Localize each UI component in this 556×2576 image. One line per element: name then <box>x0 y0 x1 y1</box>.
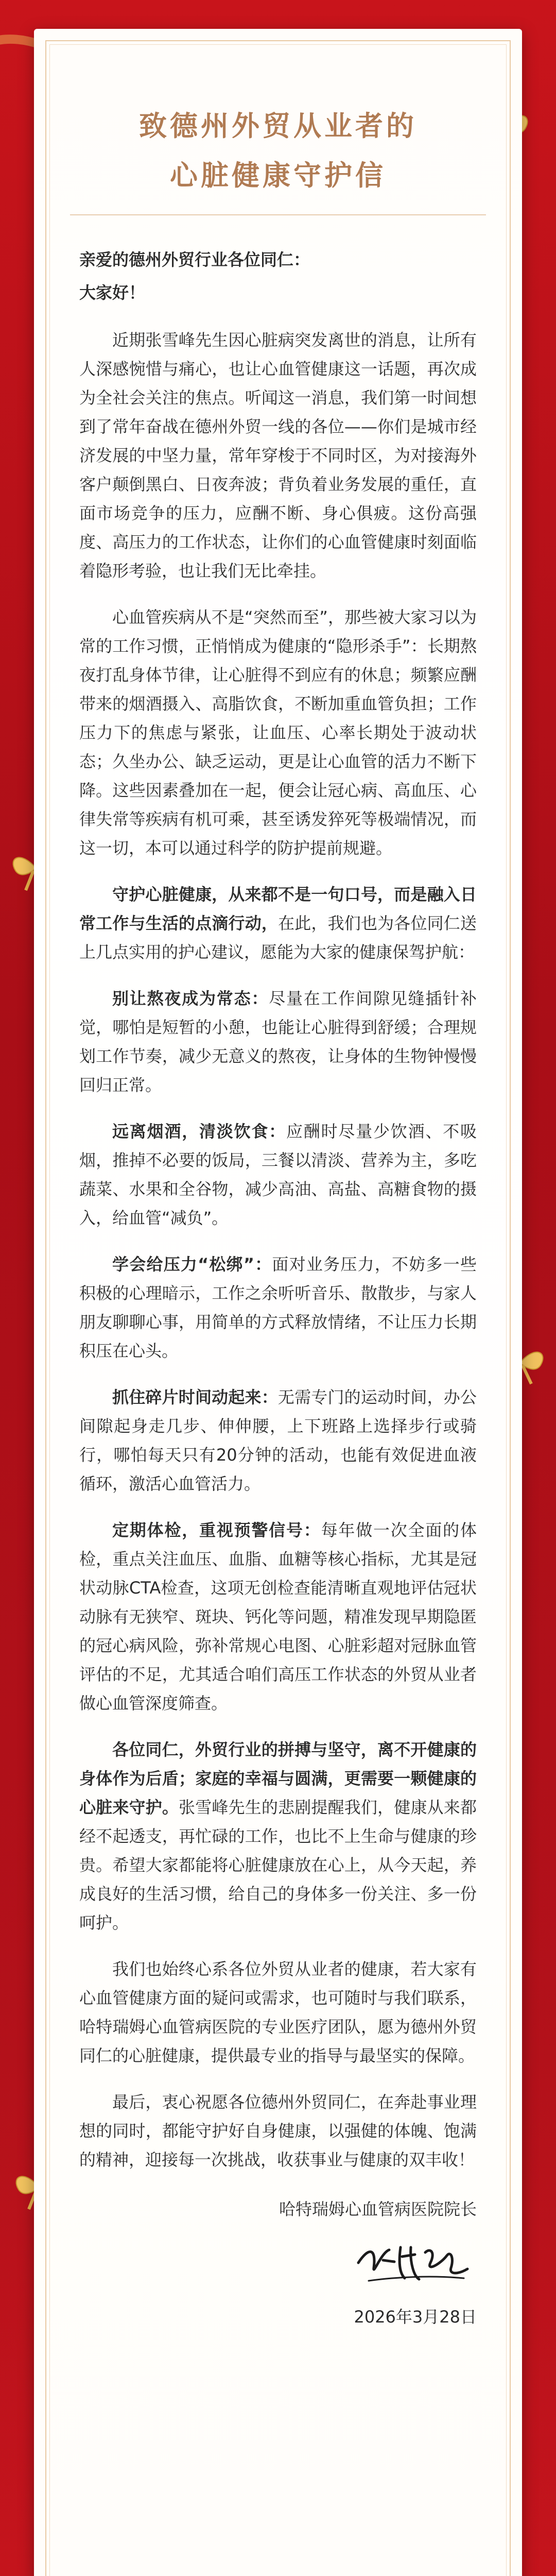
tip-heading: 抓住碎片时间动起来： <box>112 1387 278 1407</box>
paragraph <box>79 603 477 862</box>
paragraph-text: 心血管疾病从不是“突然而至”，那些被大家习以为常的工作习惯，正悄悄成为健康的“隐形杀手”：长期熬夜打乱身体节律，让心脏得不到应有的休息；频繁应酬带来的烟酒摄入、高脂饮食，不断加重血管负担；工作压力下的焦虑与紧张，让血压、心率长期处于波动状态；久坐办公、缺乏运动，更是让心血管的活力不断下降。这些因素叠加在一起，便会让冠心病、高血压、心律失常等疾病有机可乘，甚至诱发猝死等极端情况，而这一切，本可以通过科学的防护提前规避。 <box>79 607 477 858</box>
tip-heading: 别让熬夜成为常态： <box>112 989 269 1008</box>
paragraph-text: 近期张雪峰先生因心脏病突发离世的消息，让所有人深感惋惜与痛心，也让心血管健康这一话题，再次成为全社会关注的焦点。听闻这一消息，我们第一时间想到了常年奋战在德州外贸一线的各位——你们是城市经济发展的中坚力量，常年穿梭于不同时区，为对接海外客户颠倒黑白、日夜奔波；背负着业务发展的重任，直面市场竞争的压力，应酬不断、身心俱疲。这份高强度、高压力的工作状态，让你们的心血管健康时刻面临着隐形考验，也让我们无比牵挂。 <box>79 330 477 581</box>
paragraph <box>79 1955 477 2070</box>
greeting: 亲爱的德州外贸行业各位同仁： <box>79 250 310 269</box>
title-line-2: 心脏健康守护信 <box>170 159 386 192</box>
tip-text: 面对业务压力，不妨多一些积极的心理暗示，工作之余听听音乐、散散步，与家人朋友聊聊心事，用简单的方式释放情绪，不让压力长期积压在心头。 <box>79 1255 477 1361</box>
paragraph-lead: 各位同仁，外贸行业的拼搏与坚守，离不开健康的身体作为后盾；家庭的幸福与圆满，更需要一颗健康的心脏来守护。 <box>79 1740 477 1817</box>
paragraph-text: 张雪峰先生的悲剧提醒我们，健康从来都经不起透支，再忙碌的工作，也比不上生命与健康的珍贵。希望大家都能将心脏健康放在心上，从今天起，养成良好的生活习惯，给自己的身体多一份关注、多一份呵护。 <box>79 1798 477 1933</box>
signer-title: 哈特瑞姆心血管病医院院长 <box>279 2199 477 2219</box>
title-divider <box>70 214 486 215</box>
tip-text: 每年做一次全面的体检，重点关注血压、血脂、血糖等核心指标，尤其是冠状动脉CTA检查，这项无创检查能清晰直观地评估冠状动脉有无狭窄、斑块、钙化等问题，精准发现早期隐匿的冠心病风险，弥补常规心电图、心脏彩超对冠脉血管评估的不足，尤其适合咱们高压工作状态的外贸从业者做心血管深度筛查。 <box>79 1520 477 1713</box>
tip-heading: 定期体检，重视预警信号： <box>112 1520 321 1540</box>
paragraph-text: 在此，我们也为各位同仁送上几点实用的护心建议，愿能为大家的健康保驾护航： <box>79 913 477 962</box>
tip-paragraph <box>79 1250 477 1365</box>
tip-text: 尽量在工作间隙见缝插针补觉，哪怕是短暂的小憩，也能让心脏得到舒缓；合理规划工作节奏，减少无意义的熬夜，让身体的生物钟慢慢回归正常。 <box>79 989 477 1095</box>
title-line-1: 致德州外贸从业者的 <box>139 109 417 142</box>
tip-heading: 学会给压力“松绑”： <box>112 1255 272 1274</box>
paragraph-text: 最后，衷心祝愿各位德州外贸同仁，在奔赴事业理想的同时，都能守护好自身健康，以强健的体魄、饱满的精神，迎接每一次挑战，收获事业与健康的双丰收！ <box>79 2092 477 2170</box>
tip-heading: 远离烟酒，清淡饮食： <box>112 1122 286 1141</box>
tip-text: 无需专门的运动时间，办公间隙起身走几步、伸伸腰，上下班路上选择步行或骑行，哪怕每天只有20分钟的活动，也能有效促进血液循环，激活心血管活力。 <box>79 1387 477 1494</box>
paragraph <box>79 2088 477 2174</box>
signature-block <box>79 2195 477 2331</box>
salutation: 大家好！ <box>79 283 146 302</box>
paragraph-text: 我们也始终心系各位外贸从业者的健康，若大家有心血管健康方面的疑问或需求，也可随时与我们联系，哈特瑞姆心血管病医院的专业医疗团队，愿为德州外贸同仁的心脏健康，提供最专业的指导与最坚实的保障。 <box>79 1959 477 2065</box>
tip-paragraph <box>79 1383 477 1498</box>
letter-body <box>79 245 477 2331</box>
tip-text: 应酬时尽量少饮酒、不吸烟，推掉不必要的饭局，三餐以清淡、营养为主，多吃蔬菜、水果和全谷物，减少高油、高盐、高糖食物的摄入，给血管“减负”。 <box>79 1122 477 1228</box>
paragraph <box>79 1735 477 1937</box>
letter-title <box>34 101 522 200</box>
paragraph-lead: 守护心脏健康，从来都不是一句口号，而是融入日常工作与生活的点滴行动， <box>79 885 477 933</box>
paragraph <box>79 880 477 967</box>
handwritten-signature <box>353 2232 472 2289</box>
paragraph <box>79 326 477 585</box>
letter-date: 2026年3月28日 <box>354 2307 477 2327</box>
letter-paper <box>34 29 522 2576</box>
tip-paragraph <box>79 1117 477 1232</box>
tip-paragraph <box>79 984 477 1099</box>
tip-paragraph <box>79 1516 477 1718</box>
